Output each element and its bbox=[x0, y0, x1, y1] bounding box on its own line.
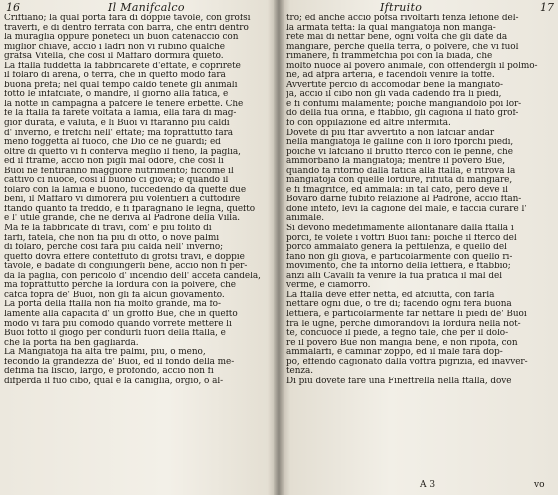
text-line: folaro con la lamia è buono, fuccedendo da quefte due bbox=[4, 185, 247, 195]
text-line: lamente alla capacità d' un groffo Bue, che in quefto bbox=[4, 309, 238, 319]
text-line: tenza. bbox=[286, 367, 314, 377]
text-line: La porta della ftalla non fia molto grande, ma fo- bbox=[4, 300, 221, 310]
text-line: animale. bbox=[286, 214, 325, 224]
text-line: d' inverno, e frefchi nell' eftate; ma foprattutto farà bbox=[4, 128, 233, 138]
text-line: modo vi farà più comodo quando vorrete mettere li bbox=[4, 319, 232, 329]
text-line: farfi, fatela, che non fia più di otto, o nove palmi bbox=[4, 233, 219, 243]
signature-mark: A 3 bbox=[420, 480, 436, 490]
text-line: fe la ftalla fa farete voltata a lamia, ella farà di mag- bbox=[4, 109, 237, 119]
left-page bbox=[0, 0, 276, 495]
text-line: po, effendo cagionato dalla voftra pigrizia, ed inavver- bbox=[286, 357, 528, 367]
text-line: porci, fe volete i voftri Buoi fani: poichè il fterco del bbox=[286, 233, 517, 243]
text-line: ja, acciò il cibo non gli vada cadendo fra li piedi, bbox=[286, 90, 502, 100]
text-line: mangiatoja con quelle lordure, rifiuta di mangiare, bbox=[286, 176, 513, 186]
text-line: tro; ed anche acciò pofsa rivoltarfi fenza lefione del- bbox=[286, 14, 519, 23]
text-line: e fi confumi malamente; poichè mangiandolo poi lor- bbox=[286, 99, 522, 109]
text-line: fecondo la grandezza de' Buoi, ed il fondo della me- bbox=[4, 357, 235, 367]
text-line: Buoi fotto il giogo per condurli fuori della ftalla, e bbox=[4, 329, 226, 339]
text-line: quando fa ritorno dalla fatica alla ftalla, e ritrova la bbox=[286, 166, 516, 176]
right-page-number: 17 bbox=[540, 1, 554, 14]
text-line: cafca fopra de' Buoi, non gli fa alcun giovamento. bbox=[4, 290, 225, 300]
text-line: cattivo ci nuoce, così il buono ci giova; e quando il bbox=[4, 176, 229, 186]
text-line: Criftiano; la qual porta fara di doppie tavole, con grofsi bbox=[4, 14, 251, 23]
text-line: do della fua orina, e ftabbio, gli cagiona il fiato grof- bbox=[286, 109, 519, 119]
text-line: gior durata, e valuta, e li Buoi vi ftaranno più caldi bbox=[4, 119, 230, 129]
text-line: Di più dovete fare una Fineftrella nella ftalla, dove bbox=[286, 376, 512, 386]
text-line: ma foprattutto perchè la lordura con la polvere, che bbox=[4, 281, 236, 291]
text-line: mangiare, perchè quella terra, o polvere, che vi fuol bbox=[286, 42, 519, 52]
text-line: La ftalla fuddetta la fabbricarete d'eftate, e coprirete bbox=[4, 61, 241, 71]
text-line: La Mangiatoja fia alta tre palmi, più, o meno, bbox=[4, 348, 206, 358]
text-line: porco ammalato genera la peftilenza, e quello del bbox=[286, 243, 507, 253]
text-line: done intefo, levi la cagione del male, e faccia curare l' bbox=[286, 204, 527, 214]
text-line: re il povero Bue non mangia bene, e non ripofa, con bbox=[286, 338, 518, 348]
text-line: traverfi, e di dentro ferrata con barra, che entri dentro bbox=[4, 23, 249, 33]
text-line: Avvertite perciò di accomodar bene la mangiato- bbox=[286, 80, 503, 90]
text-line: Bovaro darne fubito relazione al Padrone, acciò ftan- bbox=[286, 195, 522, 205]
text-line: la notte in campagna a pafcere le tenere erbette. Che bbox=[4, 99, 244, 109]
text-line: buona prefa; nel qual tempo caldo tenete gli animali bbox=[4, 80, 238, 90]
text-line: e fi fmagrifce, ed ammala: in tal cafo, però deve il bbox=[286, 185, 508, 195]
text-line: ftando quanto fa freddo, e fi fparagnano le legna, quefto bbox=[4, 204, 256, 214]
text-line: la muraglia oppure poneteci un buon catenaccio con bbox=[4, 33, 239, 43]
text-line: quefto dovrà effere conteffuto di grofsi travi, e doppie bbox=[4, 252, 245, 262]
text-line: beni, il Maffaro vi dimorerà più volentieri a cuftodire bbox=[4, 195, 241, 205]
text-line: fano non gli giova, e particolarmente con quello ri- bbox=[286, 252, 513, 262]
text-line: di folaro, perchè così farà più calda nell' inverno; bbox=[4, 243, 224, 253]
text-line: difperda il fuo cibo, qual è la caniglia, orgio, o al- bbox=[4, 376, 224, 386]
text-line: Ma fe la fabbricate di travi, com' è più folito di bbox=[4, 224, 212, 234]
left-running-head: Il Manifcalco bbox=[108, 1, 185, 14]
text-line: ammorbano la mangiatoja; mentre il povero Bue, bbox=[286, 157, 505, 167]
catchword: vo bbox=[534, 480, 545, 490]
text-line: Si devono medefimamente allontanare dalla ftalla i bbox=[286, 224, 514, 234]
text-line: ne, ad afpra arteria, e facendoli venire la toffe. bbox=[286, 71, 495, 81]
right-body-text bbox=[286, 14, 554, 386]
text-line: da la paglia, con pericolo d' incendio dell' accefa candela, bbox=[4, 271, 261, 281]
text-line: verme, e ciamorro. bbox=[286, 281, 371, 291]
right-running-head: Iftruito bbox=[380, 1, 423, 14]
right-page bbox=[282, 0, 558, 495]
text-line: la armata tefta: la qual mangiatoja non manga- bbox=[286, 23, 496, 33]
text-line: movimento, che fa intorno della lettiera, e ftabbio; bbox=[286, 262, 511, 272]
text-line: fotto le infafciate, o mandre, il giorno alla fatica, e bbox=[4, 90, 229, 100]
text-line: rimanere, fi frammefchia poi con la biada, che bbox=[286, 52, 493, 62]
text-line: fo con oppilazione ed altre infermità. bbox=[286, 119, 451, 129]
text-line: rete mai di nettar bene, ogni volta che gli date da bbox=[286, 33, 508, 43]
text-line: poichè vi lafciano il brutto fterco con le penne, che bbox=[286, 147, 513, 157]
text-line: miglior chiave, acciò i ladri non vi rubino qualche bbox=[4, 42, 225, 52]
text-line: anzi alli Cavalli fa venire la fua pratica il mal del bbox=[286, 271, 502, 281]
left-page-number: 16 bbox=[6, 1, 20, 14]
text-line: meno foggetta al fuoco, che Dio ce ne guardi; ed bbox=[4, 138, 221, 148]
text-line: La ftalla deve effer netta, ed afciutta, con farla bbox=[286, 290, 495, 300]
text-line: fra le ugne, perchè dimorandovi la lordura nella not- bbox=[286, 319, 521, 329]
text-line: ed il ftrame, acciò non pigli mal odore, che così li bbox=[4, 157, 224, 167]
left-body-text bbox=[4, 14, 272, 386]
text-line: il folaro di arena, o terra, che in quefto modo farà bbox=[4, 71, 226, 81]
text-line: nella mangiatoja le galline con li loro fporchi piedi, bbox=[286, 138, 514, 148]
text-line: molto nuoce al povero animale, con offendergli il polmo- bbox=[286, 61, 538, 71]
text-line: grafsa Vitella, che così il Maffaro dormirà quieto. bbox=[4, 52, 224, 62]
text-line: Buoi ne fentiranno maggiore nutrimento; ficcome il bbox=[4, 166, 234, 176]
text-line: oltre di quefto vi fi conferva meglio il fieno, la paglia, bbox=[4, 147, 241, 157]
text-line: te, concuoce il piede, a fegno tale, che per il dolo- bbox=[286, 329, 509, 339]
text-line: nettare ogni due, o tre dì; facendo ogni fera buona bbox=[286, 300, 512, 310]
text-line: lettiera, e particolarmente far nettare li piedi de' Buoi bbox=[286, 309, 527, 319]
text-line: Dovete di più ftar avvertito a non lafciar andar bbox=[286, 128, 495, 138]
text-line: defima fia liscio, largo, e profondo, acciò non fi bbox=[4, 367, 214, 377]
text-line: ammalarfi, e caminar zoppo, ed il male farà dop- bbox=[286, 348, 503, 358]
text-line: tavole, e badate di congiungerli bene, acciò non fi per- bbox=[4, 262, 248, 272]
text-line: è l' utile grande, che ne deriva al Padrone della Villa. bbox=[4, 214, 241, 224]
text-line: che la porta fia ben gagliarda. bbox=[4, 338, 139, 348]
